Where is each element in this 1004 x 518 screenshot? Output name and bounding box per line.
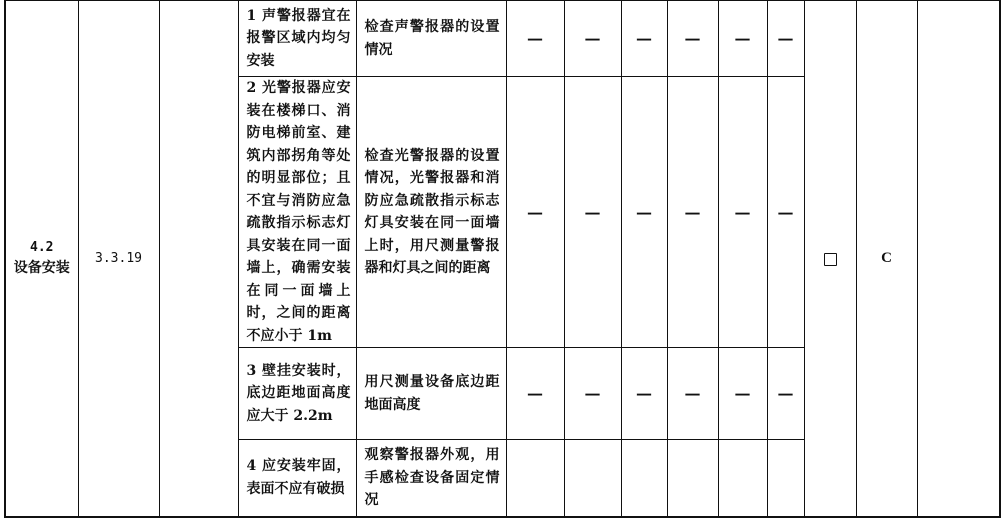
- mark-cell: [564, 440, 621, 517]
- inspection-table: [4, 0, 1001, 518]
- mark-cell: —: [667, 1, 718, 77]
- mark-cell: —: [506, 348, 564, 440]
- mark-cell: —: [767, 77, 804, 348]
- method-2: 检查光警报器的设置情况，光警报器和消防应急疏散指示标志灯具安装在同一面墙上时，用尺测量警报器和灯具之间的距离: [356, 77, 506, 348]
- mark-cell: —: [767, 348, 804, 440]
- mark-cell: —: [564, 77, 621, 348]
- grade-cell: C: [856, 1, 917, 517]
- method-4: 观察警报器外观，用手感检查设备固定情况: [356, 440, 506, 517]
- mark-cell: —: [718, 1, 767, 77]
- mark-cell: [667, 440, 718, 517]
- requirement-3: 3 壁挂安装时，底边距地面高度应大于 2.2m: [238, 348, 356, 440]
- mark-cell: —: [506, 1, 564, 77]
- mark-cell: —: [667, 348, 718, 440]
- mark-cell: —: [621, 77, 667, 348]
- mark-cell: [506, 440, 564, 517]
- requirement-4: 4 应安装牢固，表面不应有破损: [238, 440, 356, 517]
- section-number: 4.2: [30, 240, 54, 256]
- mark-cell: —: [564, 1, 621, 77]
- method-1: 检查声警报器的设置情况: [356, 1, 506, 77]
- mark-cell: —: [506, 77, 564, 348]
- blank-cell: [159, 1, 238, 517]
- mark-cell: —: [767, 1, 804, 77]
- method-3: 用尺测量设备底边距地面高度: [356, 348, 506, 440]
- mark-cell: —: [718, 348, 767, 440]
- requirement-2: 2 光警报器应安装在楼梯口、消防电梯前室、建筑内部拐角等处的明显部位；且不宜与消防应急疏散指示标志灯具安装在同一面墙上，确需安装在同一面墙上时，之间的距离不应小于 1m: [238, 77, 356, 348]
- mark-cell: —: [718, 77, 767, 348]
- mark-cell: [767, 440, 804, 517]
- section-name: 设备安装: [13, 260, 70, 277]
- clause-number: 3.3.19: [78, 1, 159, 517]
- checkbox-icon[interactable]: [824, 253, 837, 266]
- section-cell: [5, 1, 78, 517]
- mark-cell: —: [667, 77, 718, 348]
- mark-cell: [621, 440, 667, 517]
- mark-cell: —: [621, 348, 667, 440]
- mark-cell: —: [564, 348, 621, 440]
- result-cell: [804, 1, 856, 517]
- requirement-1: 1 声警报器宜在报警区域内均匀安装: [238, 1, 356, 77]
- mark-cell: —: [621, 1, 667, 77]
- table-row: [5, 1, 1000, 77]
- blank-cell: [917, 1, 1000, 517]
- mark-cell: [718, 440, 767, 517]
